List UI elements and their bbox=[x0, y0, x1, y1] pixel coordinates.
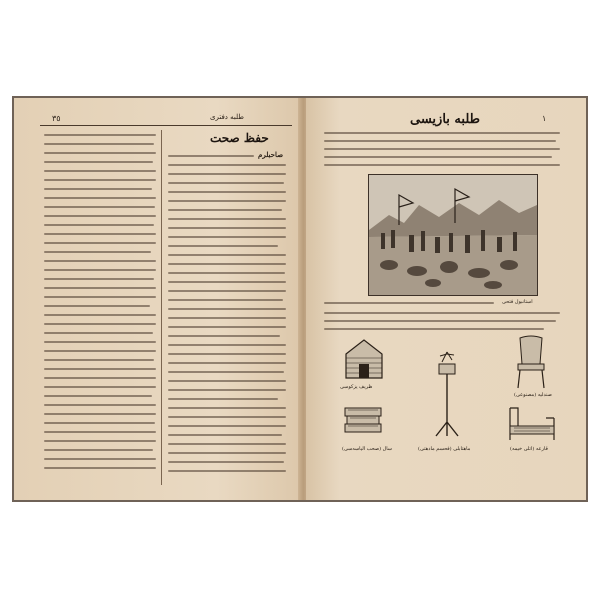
stack-figure bbox=[342, 400, 384, 440]
figure-caption: استانبول فتحی bbox=[502, 299, 533, 305]
right-page-number: ١ bbox=[542, 114, 547, 123]
left-running-head: طلبه دفتری bbox=[210, 113, 244, 121]
plant-stand-figure bbox=[432, 350, 462, 440]
bed-label: قارعه (اتلی خیمه) bbox=[510, 446, 548, 452]
left-section-title: حفظ صحت bbox=[210, 131, 269, 145]
left-para-start: صاحبلرم bbox=[258, 150, 284, 159]
bed-figure bbox=[506, 404, 558, 442]
house-label: ظریف یزکوسی bbox=[340, 384, 373, 390]
stack-label: سال (صحب الیاسه‌سی) bbox=[342, 446, 392, 452]
left-page-number: ٣٥ bbox=[52, 114, 61, 123]
right-page bbox=[306, 98, 586, 500]
battle-illustration bbox=[368, 174, 538, 296]
chair-label: صندلیه (مصنوعی) bbox=[514, 392, 552, 398]
house-figure bbox=[342, 336, 386, 380]
left-column-divider bbox=[161, 130, 162, 485]
stand-label: ماهتابلی (فحسم مادهتی) bbox=[418, 446, 471, 452]
left-header-rule bbox=[40, 125, 292, 126]
book-spread bbox=[12, 96, 588, 502]
left-page bbox=[14, 98, 304, 500]
chair-figure bbox=[512, 334, 550, 390]
right-section-title: طلبه بازیسی bbox=[410, 112, 480, 127]
